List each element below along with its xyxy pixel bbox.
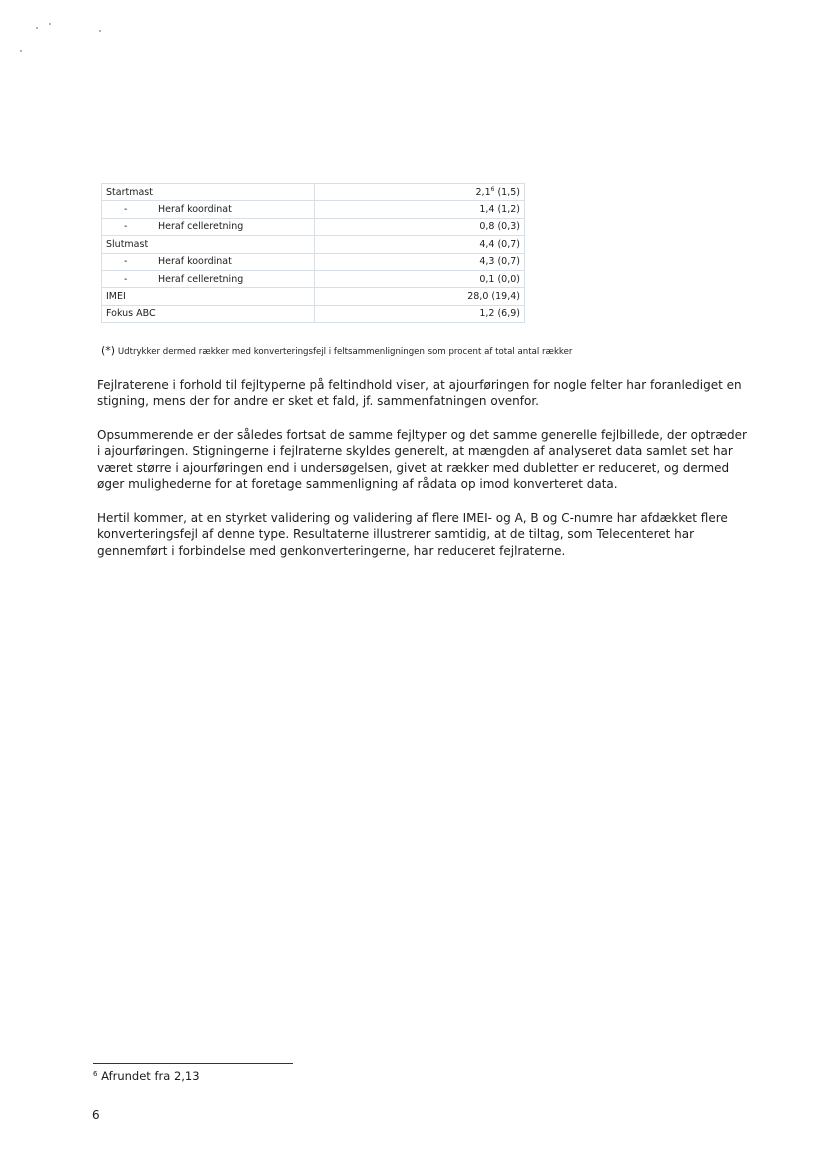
row-label: IMEI bbox=[102, 288, 315, 305]
page-number: 6 bbox=[92, 1108, 100, 1122]
row-label bbox=[102, 201, 315, 218]
footnote-number: 6 bbox=[93, 1070, 98, 1078]
table-row bbox=[102, 184, 525, 201]
body-paragraph: Opsummerende er der således fortsat de samme fejltyper og det samme generelle fejlbillede, der optræder i ajourføringen. Stigningerne i fejlraterne skyldes generelt, at mængden af analyseret data samlet set har været større i ajourføringen end i undersøgelsen, givet at rækker med dubletter er reduceret, og dermed øger mulighederne for at foretage sammenligning af rådata op imod konverteret data. bbox=[97, 428, 747, 492]
row-label-text: Heraf celleretning bbox=[158, 221, 244, 233]
row-label-text: Heraf celleretning bbox=[158, 273, 244, 285]
row-value: 0,8 (0,3) bbox=[315, 218, 525, 235]
row-label: Startmast bbox=[102, 184, 315, 201]
row-label-text: Heraf koordinat bbox=[158, 256, 232, 268]
row-label-text: Heraf koordinat bbox=[158, 204, 232, 216]
footnote bbox=[93, 1069, 200, 1083]
table-note bbox=[101, 344, 741, 357]
row-value: 1,4 (1,2) bbox=[315, 201, 525, 218]
row-label bbox=[102, 270, 315, 287]
table-row bbox=[102, 201, 525, 218]
row-value bbox=[315, 184, 525, 201]
scan-speck bbox=[20, 50, 22, 52]
error-rate-table bbox=[101, 183, 525, 323]
row-value: 4,3 (0,7) bbox=[315, 253, 525, 270]
body-paragraph: Hertil kommer, at en styrket validering og validering af flere IMEI- og A, B og C-numre har afdækket flere konverteringsfejl af denne type. Resultaterne illustrerer samtidig, at de tiltag, som Telecenteret har gennemført i forbindelse med genkonverteringerne, har reduceret fejlraterne. bbox=[97, 511, 728, 558]
table-row bbox=[102, 236, 525, 253]
table-row bbox=[102, 305, 525, 322]
footnote-ref: 6 bbox=[490, 186, 495, 194]
row-dash: - bbox=[124, 256, 128, 268]
row-dash: - bbox=[124, 204, 128, 216]
row-value: 0,1 (0,0) bbox=[315, 270, 525, 287]
row-value: 4,4 (0,7) bbox=[315, 236, 525, 253]
row-label: Fokus ABC bbox=[102, 305, 315, 322]
table-row bbox=[102, 253, 525, 270]
scan-speck bbox=[49, 23, 51, 25]
row-value: 28,0 (19,4) bbox=[315, 288, 525, 305]
footnote-text: Afrundet fra 2,13 bbox=[101, 1069, 200, 1083]
scan-speck bbox=[36, 27, 38, 29]
body-paragraph: Fejlraterene i forhold til fejltyperne på feltindhold viser, at ajourføringen for nogle felter har foranlediget en stigning, mens der for andre er sket et fald, jf. sammenfatningen ovenfor. bbox=[97, 378, 742, 409]
row-label bbox=[102, 218, 315, 235]
value-rest: (1,5) bbox=[494, 187, 520, 199]
table-row bbox=[102, 218, 525, 235]
row-dash: - bbox=[124, 273, 128, 285]
value-main: 2,1 bbox=[475, 187, 491, 199]
table-row bbox=[102, 270, 525, 287]
note-text: Udtrykker dermed rækker med konverteringsfejl i feltsammenligningen som procent af total antal rækker bbox=[117, 347, 573, 357]
row-value: 1,2 (6,9) bbox=[315, 305, 525, 322]
row-label: Slutmast bbox=[102, 236, 315, 253]
footnote-divider bbox=[93, 1063, 293, 1064]
note-marker: (*) bbox=[101, 344, 116, 357]
row-label bbox=[102, 253, 315, 270]
table-row bbox=[102, 288, 525, 305]
scan-speck bbox=[99, 30, 101, 32]
row-dash: - bbox=[124, 221, 128, 233]
